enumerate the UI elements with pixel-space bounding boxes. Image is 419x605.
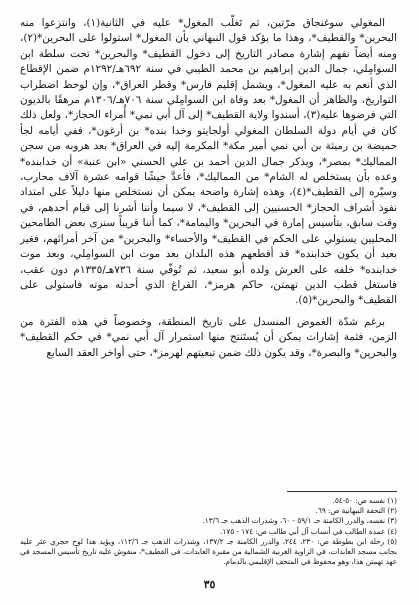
footnote-5: (٥) رحلة ابن بطوطة ص: ٢٣٠، ٢٤٤، والدرر الكامنة جـ ١٣٧/٢، وشذرات الذهب جـ ١١٢/٦، ويؤيد هذا لوح حجري عثر عليه بجانب مسجد العابدات، في الزاوية الغربية الشمالية من مقبرة العابدات، في القطيف*، منقوش عليه تاريخ تأسيس المسجد في عهد تهمتن هذا، وهو محفوظ في المتحف الإقليمي بالدمام. — [20, 536, 397, 567]
paragraph-2: برغم شدّة الغموض المنسدل على تاريخ المنطقة، وخصوصاً في هذه الفترة من الزمن، فثمة إشارات يمكن أن يُستَنتج منها استمرار آل أبي نمي* في حكم القطيف* والبحرين* والبصرة*، وقد يكون ذلك ضمن تبعيتهم لهرمز*، حتى أواخر العقد السابع — [20, 315, 397, 359]
footnote-3: (٣) نفسه، والدرر الكامنة جـ ٥٩/١ - ٦٠، وشذرات الذهب جـ ١٣/٦. — [202, 516, 397, 526]
footnote-2: (٢) التحفة النبهانية ص: ٦٩. — [315, 506, 397, 516]
footnote-1: (١) نفسه ص: ٥٠-٥٤. — [332, 496, 397, 505]
paragraph-1: المغولي سوغنجاق مرّتين، ثم تَغلّب المغول* عليه في الثانية(١)، وانتزعوا منه البحرين* والقطيف*، وهذا ما يؤكد قول النبهاني بأن المغول* استولوا على البحرين*(٢)، ومنه أيضاً نفهم إشارة مصادر التاريخ إلى دخول القطيف* والبحرين* تحت سلطة ابن السوامِلي، جمال الدين إبراهيم بن محمد الطيبي في سنة ٦٩٢هـ/١٢٩٢م ضمن الإقطاع الذي أنعم به عليه المغول*، ويشمل إقليم فارس* وقطر العراق*، وإن لوحظ اضطراب التواريخ، والظاهر أن المغول* بعد وفاة ابن السوامِلي سنة ٧٠٦هـ/١٣٠٦م مرهقًا بالديون التي فرضوها عليه(٣)، أسندوا ولاية القطيف* إلى آل أبي نمي* أُمراء الحجاز*، ولعل ذلك كان في أيام دولة السلطان المغولي أولجايتو وخدا بنده* بن أرغون*، ففي أيامه لجأ حميضة بن رميثة بن أبي نمي أمير مكة* المكرمة إليه في العراق* بعد هروبه من سجن المماليك* بمصر*، ويذكر جمال الدين أحمد بن علي الحسني «ابن عنبة» أن خدابنده* وعده بأن يستخلص له الشام* من المماليك*، فأعدَّ جيشًا قوامه عشرة آلاف محارب، وسيّره إلى القطيف*(٤)، وهذه إشارة واضحة يمكن أن نستخلص منها دليلاً على امتداد نفوذ أشراف الحجاز* الحسنيين إلى القطيف*، لا سيما وأننا أشرنا إلى قيام أحدهم، في وقت سابق، بتأسيس إمارة في البحرين* واليمامة*، كما أننا قريباً سنرى بعض الطامحين المحليين يستولي على الحكم في القطيف* والأحساء* والبحرين* من آخر أمرائهم، فغير بعيد أن يكون خدابنده* قد أقطعهم هذه البلدان بعد موت ابن السوامِلي، وبعد موت خدابنده* خلفه على العرش ولده أبو سعيد، ثم تُوفّي سنة ٧٣٦هـ/١٣٣٥م دون عقب، فاستغل قطب الدين تهمتن، حاكم هرمز*، الفراغ الذي أحدثه موته فاستولى على القطيف* والبحرين*(٥). — [20, 17, 397, 307]
page-number: ٣٥ — [203, 578, 216, 591]
footnotes — [20, 496, 397, 567]
main-text — [20, 16, 397, 367]
footnote-4: (٤) عمدة الطالب في أنساب آل أبي طالب ص: ١٧٤ - ١٧٥. — [220, 526, 397, 536]
footnote-separator — [287, 491, 397, 492]
